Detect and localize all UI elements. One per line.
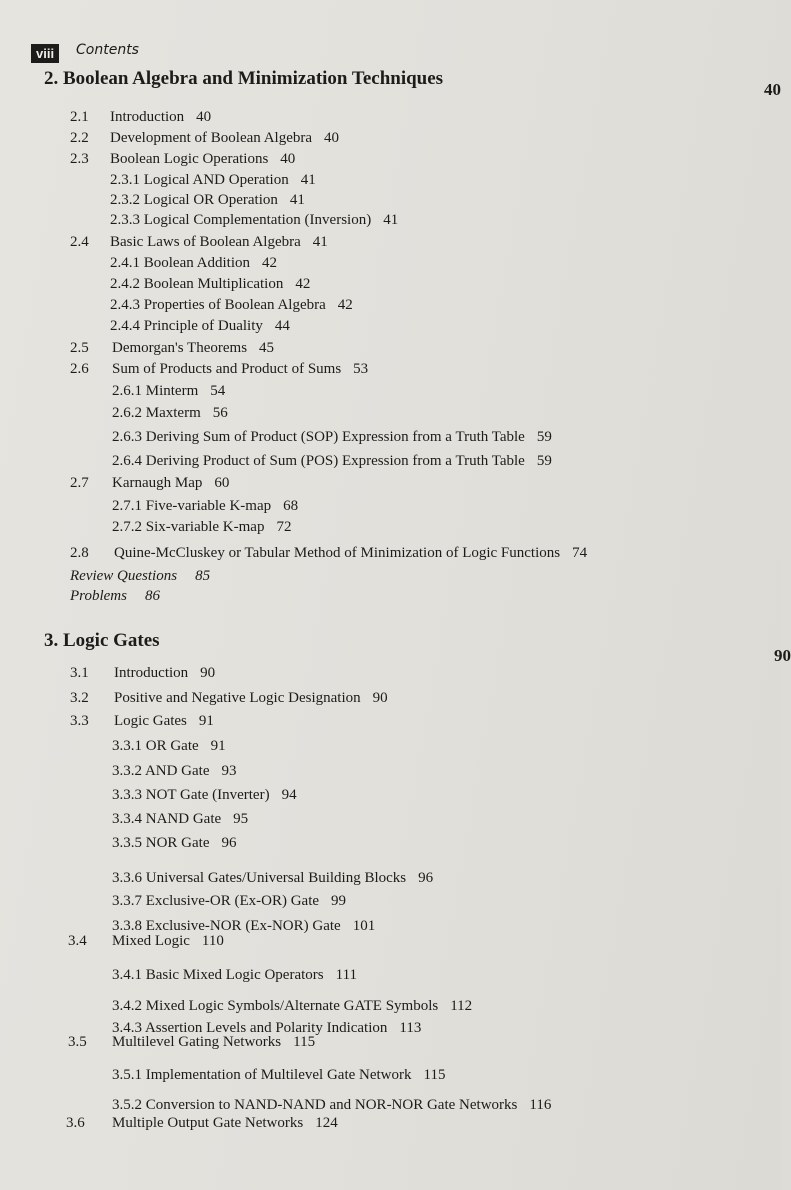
entry-title: Universal Gates/Universal Building Blocks bbox=[145, 870, 407, 886]
entry-number: 3.3.6 bbox=[112, 870, 142, 886]
chapter-page: 40 bbox=[764, 80, 781, 99]
entry-page: 54 bbox=[210, 383, 226, 399]
entry-number: 3.3.2 bbox=[112, 763, 142, 779]
toc-entry bbox=[68, 932, 224, 950]
entry-number: 2.3.2 bbox=[110, 192, 140, 208]
entry-title: Logical OR Operation bbox=[143, 192, 278, 208]
entry-title: Multiple Output Gate Networks bbox=[112, 1115, 304, 1131]
entry-title: Demorgan's Theorems bbox=[112, 340, 248, 356]
entry-number: 2.7.1 bbox=[112, 498, 142, 514]
entry-title: Positive and Negative Logic Designation bbox=[114, 690, 361, 706]
entry-page: 110 bbox=[201, 933, 224, 949]
entry-number: 2.4.2 bbox=[110, 276, 140, 292]
entry-title: Principle of Duality bbox=[143, 318, 263, 334]
entry-title: Basic Laws of Boolean Algebra bbox=[110, 234, 301, 250]
entry-number: 2.4.3 bbox=[110, 297, 140, 313]
entry-title: Multilevel Gating Networks bbox=[112, 1034, 282, 1050]
chapter-page: 90 bbox=[774, 646, 791, 665]
entry-page: 90 bbox=[200, 665, 216, 681]
entry-number: 2.4.4 bbox=[110, 318, 140, 334]
entry-page: 68 bbox=[283, 498, 299, 514]
entry-number: 2.6.1 bbox=[112, 383, 142, 399]
toc-entry bbox=[70, 544, 587, 562]
entry-page: 45 bbox=[259, 340, 275, 356]
entry-number: 2.2 bbox=[70, 130, 89, 146]
entry-number: 3.5.1 bbox=[112, 1067, 142, 1083]
entry-page: 56 bbox=[212, 405, 228, 421]
entry-title: Deriving Sum of Product (SOP) Expression from a Truth Table bbox=[145, 429, 525, 445]
entry-number: 2.4.1 bbox=[110, 255, 140, 271]
toc-entry bbox=[70, 587, 160, 605]
entry-title: Basic Mixed Logic Operators bbox=[145, 967, 324, 983]
chapter-heading bbox=[44, 630, 791, 665]
entry-title: NOT Gate (Inverter) bbox=[145, 787, 270, 803]
entry-number: 3.4.3 bbox=[112, 1020, 142, 1036]
entry-number: 2.4 bbox=[70, 234, 89, 250]
entry-number: 3.4.2 bbox=[112, 998, 142, 1014]
toc-entry bbox=[70, 712, 214, 730]
entry-page: 113 bbox=[399, 1020, 422, 1036]
page-number: viii bbox=[31, 44, 59, 63]
toc-entry bbox=[70, 664, 215, 682]
entry-page: 99 bbox=[331, 893, 347, 909]
toc-entry bbox=[70, 339, 274, 357]
entry-page: 96 bbox=[221, 835, 237, 851]
entry-title: Mixed Logic bbox=[112, 933, 190, 949]
entry-page: 95 bbox=[233, 811, 249, 827]
entry-number: 3.2 bbox=[70, 690, 89, 706]
entry-title: Logic Gates bbox=[114, 713, 187, 729]
entry-title: Logical AND Operation bbox=[143, 172, 289, 188]
entry-title: NAND Gate bbox=[145, 811, 222, 827]
entry-title: Boolean Multiplication bbox=[143, 276, 284, 292]
entry-page: 116 bbox=[529, 1097, 552, 1113]
entry-title: Five-variable K-map bbox=[145, 498, 272, 514]
chapter-title: Logic Gates bbox=[63, 630, 160, 651]
entry-title: Introduction bbox=[114, 665, 189, 681]
entry-number: 2.8 bbox=[70, 545, 89, 561]
toc-entry bbox=[70, 108, 211, 126]
toc-entry bbox=[68, 1033, 315, 1051]
entry-title: Sum of Products and Product of Sums bbox=[112, 361, 342, 377]
entry-page: 44 bbox=[274, 318, 290, 334]
entry-page: 86 bbox=[144, 588, 160, 604]
entry-page: 115 bbox=[293, 1034, 316, 1050]
chapter-title: Boolean Algebra and Minimization Techniques bbox=[63, 68, 444, 89]
entry-page: 74 bbox=[572, 545, 588, 561]
entry-page: 93 bbox=[221, 763, 237, 779]
entry-number: 2.6 bbox=[70, 361, 89, 377]
entry-title: Boolean Addition bbox=[143, 255, 250, 271]
toc-entry bbox=[112, 452, 552, 470]
entry-number: 2.7.2 bbox=[112, 519, 142, 535]
chapter-number: 2. bbox=[44, 68, 59, 89]
entry-number: 3.3.1 bbox=[112, 738, 142, 754]
entry-page: 40 bbox=[196, 109, 212, 125]
entry-title: OR Gate bbox=[145, 738, 199, 754]
entry-number: 3.5.2 bbox=[112, 1097, 142, 1113]
entry-number: 3.5 bbox=[68, 1034, 87, 1050]
entry-number: 2.5 bbox=[70, 340, 89, 356]
toc-entry bbox=[70, 150, 295, 168]
entry-title: NOR Gate bbox=[145, 835, 210, 851]
toc-entry bbox=[66, 1114, 338, 1132]
entry-number: 3.1 bbox=[70, 665, 89, 681]
toc-entry bbox=[112, 428, 552, 446]
entry-page: 59 bbox=[536, 453, 552, 469]
entry-title: Exclusive-OR (Ex-OR) Gate bbox=[145, 893, 320, 909]
entry-page: 42 bbox=[337, 297, 353, 313]
entry-number: 3.3.8 bbox=[112, 918, 142, 934]
entry-page: 91 bbox=[198, 713, 214, 729]
toc-entry bbox=[112, 1096, 551, 1114]
entry-title: Deriving Product of Sum (POS) Expression from a Truth Table bbox=[145, 453, 525, 469]
entry-number: 2.6.2 bbox=[112, 405, 142, 421]
chapter-heading bbox=[44, 68, 781, 99]
entry-page: 124 bbox=[315, 1115, 338, 1131]
entry-number: 2.7 bbox=[70, 475, 89, 491]
entry-number: 3.3.4 bbox=[112, 811, 142, 827]
entry-page: 94 bbox=[281, 787, 297, 803]
entry-page: 85 bbox=[195, 568, 211, 584]
entry-number: 3.3.3 bbox=[112, 787, 142, 803]
entry-title: Assertion Levels and Polarity Indication bbox=[144, 1020, 388, 1036]
entry-page: 40 bbox=[324, 130, 340, 146]
entry-title: AND Gate bbox=[144, 763, 210, 779]
toc-entry bbox=[110, 171, 316, 189]
entry-title: Conversion to NAND-NAND and NOR-NOR Gate Networks bbox=[145, 1097, 518, 1113]
running-title: Contents bbox=[76, 42, 139, 58]
entry-page: 91 bbox=[210, 738, 226, 754]
entry-page: 53 bbox=[353, 361, 369, 377]
entry-title: Karnaugh Map bbox=[112, 475, 203, 491]
toc-entry bbox=[110, 275, 310, 293]
toc-entry bbox=[112, 869, 433, 887]
chapter-number: 3. bbox=[44, 630, 59, 651]
entry-number: 3.4 bbox=[68, 933, 87, 949]
toc-entry bbox=[110, 317, 290, 335]
entry-number: 2.1 bbox=[70, 109, 89, 125]
entry-number: 3.4.1 bbox=[112, 967, 142, 983]
toc-entry bbox=[112, 404, 228, 422]
entry-page: 90 bbox=[372, 690, 388, 706]
entry-page: 72 bbox=[276, 519, 292, 535]
entry-title: Boolean Logic Operations bbox=[110, 151, 269, 167]
entry-title: Logical Complementation (Inversion) bbox=[143, 212, 372, 228]
toc-entry bbox=[110, 296, 353, 314]
entry-page: 41 bbox=[289, 192, 305, 208]
entry-title: Exclusive-NOR (Ex-NOR) Gate bbox=[145, 918, 341, 934]
toc-entry bbox=[112, 966, 357, 984]
entry-number: 3.3 bbox=[70, 713, 89, 729]
entry-page: 59 bbox=[536, 429, 552, 445]
entry-page: 96 bbox=[418, 870, 434, 886]
entry-number: 2.6.4 bbox=[112, 453, 142, 469]
toc-entry bbox=[112, 834, 237, 852]
toc-entry bbox=[70, 129, 339, 147]
toc-entry bbox=[112, 997, 472, 1015]
toc-entry bbox=[112, 1066, 445, 1084]
toc-entry bbox=[70, 233, 328, 251]
entry-title: Review Questions bbox=[70, 568, 178, 584]
toc-entry bbox=[112, 892, 346, 910]
entry-page: 115 bbox=[423, 1067, 446, 1083]
toc-entry bbox=[112, 382, 225, 400]
toc-entry bbox=[70, 360, 368, 378]
entry-page: 111 bbox=[335, 967, 358, 983]
toc-entry bbox=[112, 810, 248, 828]
entry-number: 3.3.7 bbox=[112, 893, 142, 909]
entry-number: 3.6 bbox=[66, 1115, 85, 1131]
entry-page: 42 bbox=[262, 255, 277, 271]
toc-entry bbox=[112, 762, 237, 780]
entry-page: 112 bbox=[450, 998, 473, 1014]
toc-entry bbox=[112, 518, 291, 536]
entry-number: 2.3.3 bbox=[110, 212, 140, 228]
entry-title: Mixed Logic Symbols/Alternate GATE Symbols bbox=[145, 998, 439, 1014]
entry-title: Problems bbox=[70, 588, 127, 604]
entry-title: Properties of Boolean Algebra bbox=[143, 297, 326, 313]
entry-number: 2.3.1 bbox=[110, 172, 140, 188]
toc-entry bbox=[110, 211, 398, 229]
entry-page: 41 bbox=[312, 234, 328, 250]
entry-title: Maxterm bbox=[145, 405, 201, 421]
toc-entry bbox=[110, 254, 277, 272]
entry-title: Introduction bbox=[110, 109, 185, 125]
entry-page: 40 bbox=[280, 151, 296, 167]
entry-title: Six-variable K-map bbox=[145, 519, 265, 535]
toc-entry bbox=[70, 689, 388, 707]
entry-title: Development of Boolean Algebra bbox=[110, 130, 313, 146]
toc-entry bbox=[70, 567, 210, 585]
toc-entry bbox=[112, 737, 226, 755]
entry-page: 41 bbox=[300, 172, 316, 188]
entry-page: 101 bbox=[352, 918, 376, 934]
toc-entry bbox=[70, 474, 229, 492]
entry-title: Implementation of Multilevel Gate Network bbox=[145, 1067, 412, 1083]
toc-entry bbox=[112, 786, 297, 804]
entry-number: 2.3 bbox=[70, 151, 89, 167]
entry-page: 42 bbox=[295, 276, 311, 292]
entry-title: Quine-McCluskey or Tabular Method of Minimization of Logic Functions bbox=[114, 545, 561, 561]
entry-page: 60 bbox=[214, 475, 230, 491]
entry-number: 3.3.5 bbox=[112, 835, 142, 851]
toc-entry bbox=[112, 497, 298, 515]
toc-entry bbox=[110, 191, 305, 209]
entry-number: 2.6.3 bbox=[112, 429, 142, 445]
entry-page: 41 bbox=[383, 212, 399, 228]
entry-title: Minterm bbox=[145, 383, 199, 399]
